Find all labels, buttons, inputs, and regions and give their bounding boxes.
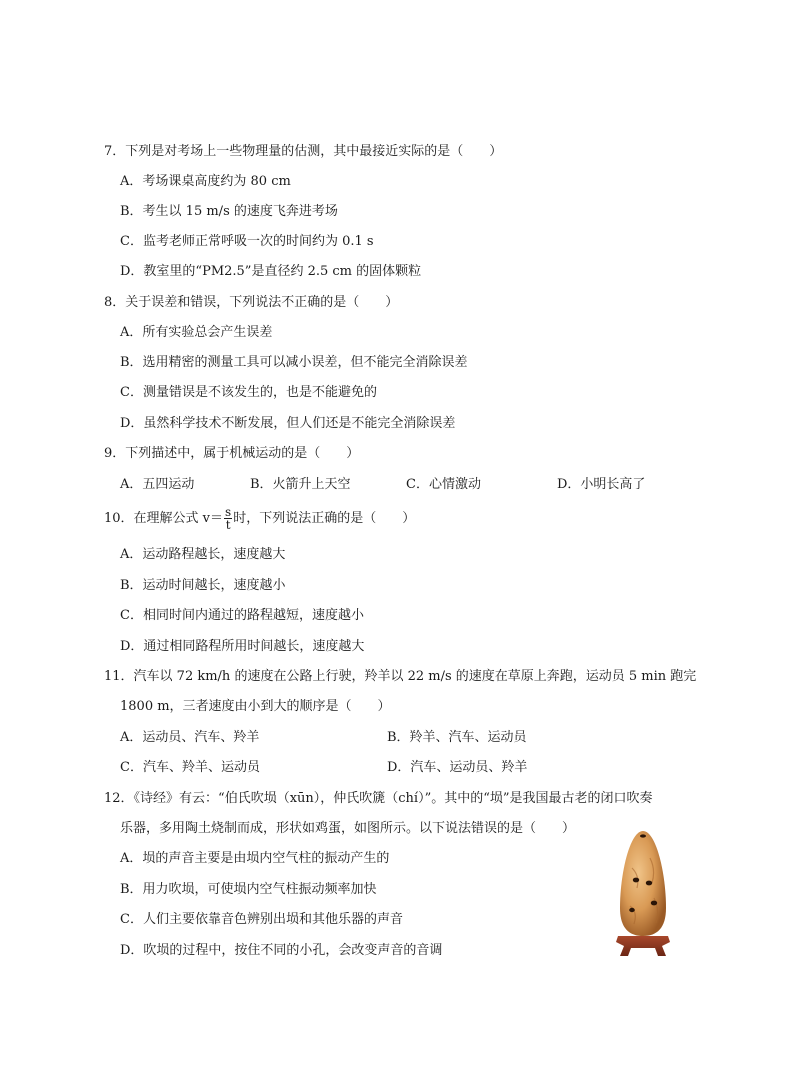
question-12-stem-line1: 12．《诗经》有云：“伯氏吹埙（xūn），仲氏吹篪（chí）”。其中的“埙”是我国最古老的闭口吹奏: [104, 791, 653, 806]
question-10-option-d: D．通过相同路程所用时间越长，速度越大: [120, 639, 365, 654]
question-11-option-b: B．羚羊、汽车、运动员: [387, 730, 527, 745]
question-7-option-a: A．考场课桌高度约为 80 cm: [120, 174, 291, 189]
question-10-option-a: A．运动路程越长，速度越大: [120, 547, 286, 562]
question-12-option-d: D．吹埙的过程中，按住不同的小孔，会改变声音的音调: [120, 943, 443, 958]
question-12-stem-line2: 乐器，多用陶土烧制而成，形状如鸡蛋，如图所示。以下说法错误的是（ ）: [120, 821, 576, 836]
question-10-stem-prefix: 10．在理解公式 v＝: [104, 511, 224, 526]
question-7-option-b: B．考生以 15 m/s 的速度飞奔进考场: [120, 204, 338, 219]
question-11-option-c: C．汽车、羚羊、运动员: [120, 760, 260, 775]
question-11-stem-line1: 11．汽车以 72 km/h 的速度在公路上行驶，羚羊以 22 m/s 的速度在草原上奔跑，运动员 5 min 跑完: [104, 669, 697, 684]
question-11-stem-line2: 1800 m，三者速度由小到大的顺序是（ ）: [120, 699, 391, 714]
speed-formula-fraction: [224, 506, 232, 531]
question-11-option-d: D．汽车、运动员、羚羊: [387, 760, 528, 775]
question-10-stem: [104, 506, 415, 531]
question-9-option-d: D．小明长高了: [557, 477, 646, 492]
xun-instrument-image: [612, 828, 674, 958]
question-9-option-c: C．心情激动: [406, 477, 481, 492]
question-8-option-c: C．测量错误是不该发生的，也是不能避免的: [120, 385, 377, 400]
question-12-option-b: B．用力吹埙，可使埙内空气柱振动频率加快: [120, 882, 377, 897]
question-10-option-c: C．相同时间内通过的路程越短，速度越小: [120, 608, 364, 623]
question-8-option-a: A．所有实验总会产生误差: [120, 325, 273, 340]
question-9-option-b: B．火箭升上天空: [250, 477, 351, 492]
question-7-option-d: D．教室里的“PM2.5”是直径约 2.5 cm 的固体颗粒: [120, 264, 422, 279]
question-12-option-a: A．埙的声音主要是由埙内空气柱的振动产生的: [120, 851, 390, 866]
formula-denominator: t: [225, 518, 231, 532]
question-7-option-c: C．监考老师正常呼吸一次的时间约为 0.1 s: [120, 234, 374, 249]
question-9-stem: 9．下列描述中，属于机械运动的是（ ）: [104, 446, 360, 461]
question-8-stem: 8．关于误差和错误，下列说法不正确的是（ ）: [104, 295, 399, 310]
question-11-option-a: A．运动员、汽车、羚羊: [120, 730, 260, 745]
question-10-stem-suffix: 时，下列说法正确的是（ ）: [233, 511, 416, 526]
formula-numerator: s: [225, 505, 232, 519]
question-8-option-b: B．选用精密的测量工具可以减小误差，但不能完全消除误差: [120, 355, 468, 370]
question-7-stem: 7．下列是对考场上一些物理量的估测，其中最接近实际的是（ ）: [104, 144, 503, 159]
question-12-option-c: C．人们主要依靠音色辨别出埙和其他乐器的声音: [120, 912, 403, 927]
question-9-option-a: A．五四运动: [120, 477, 195, 492]
question-8-option-d: D．虽然科学技术不断发展，但人们还是不能完全消除误差: [120, 416, 456, 431]
question-10-option-b: B．运动时间越长，速度越小: [120, 578, 286, 593]
